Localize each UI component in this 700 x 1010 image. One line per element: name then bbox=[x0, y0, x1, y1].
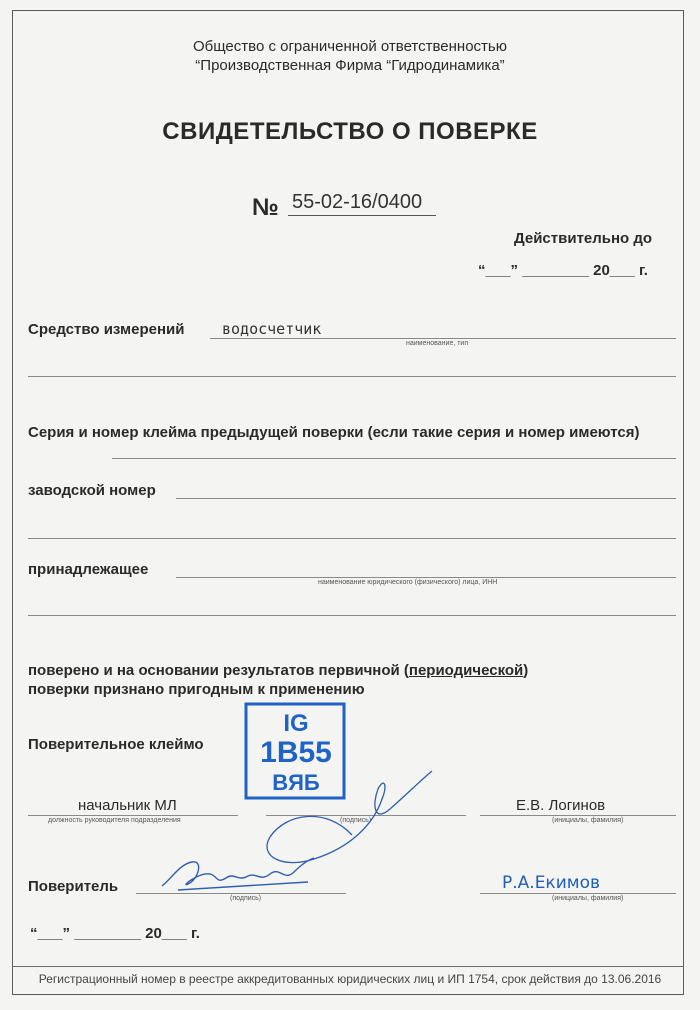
result-periodic: периодической bbox=[408, 662, 524, 679]
certificate-number: 55-02-16/0400 bbox=[292, 191, 423, 213]
blank-line bbox=[28, 538, 676, 539]
serial-label: заводской номер bbox=[28, 482, 156, 499]
verifier-name: Р.А.Екимов bbox=[502, 873, 600, 893]
previous-mark-label: Серия и номер клейма предыдущей поверки (если такие серия и номер имеются) bbox=[28, 424, 640, 441]
blank-line bbox=[28, 615, 676, 616]
verifier-name-underline bbox=[480, 893, 676, 894]
result-text-a: поверено и на основании результатов первичной ( bbox=[28, 662, 409, 679]
verifier-sign-caption: (подпись) bbox=[230, 895, 262, 902]
stamp-row-1: IG bbox=[283, 710, 309, 737]
instrument-caption: наименование, тип bbox=[406, 340, 469, 347]
footer-registration: Регистрационный номер в реестре аккредитованных юридических лиц и ИП 1754, срок действия до 13.06.2016 bbox=[38, 972, 662, 986]
head-name-underline bbox=[480, 815, 676, 816]
bottom-date-line: “___” ________ 20___ г. bbox=[30, 925, 200, 942]
head-position-underline bbox=[28, 815, 238, 816]
stamp-label: Поверительное клеймо bbox=[28, 736, 204, 753]
organization-line-1: Общество с ограниченной ответственностью bbox=[193, 38, 507, 55]
document-title: СВИДЕТЕЛЬСТВО О ПОВЕРКЕ bbox=[162, 118, 538, 145]
head-position: начальник МЛ bbox=[78, 797, 177, 814]
previous-mark-underline bbox=[112, 458, 676, 459]
verifier-signature-mark bbox=[158, 852, 318, 900]
owner-underline bbox=[176, 577, 676, 578]
verifier-label: Поверитель bbox=[28, 878, 119, 895]
stamp-row-2: 1B55 bbox=[260, 736, 332, 769]
instrument-value: водосчетчик bbox=[222, 320, 322, 338]
head-name-caption: (инициалы, фамилия) bbox=[552, 817, 624, 824]
stamp-row-3: BЯБ bbox=[272, 770, 320, 795]
footer-divider bbox=[12, 966, 684, 967]
result-text-c: ) bbox=[523, 662, 529, 679]
serial-underline bbox=[176, 498, 676, 499]
validity-date-line: “___” ________ 20___ г. bbox=[478, 262, 648, 279]
owner-label: принадлежащее bbox=[28, 561, 149, 578]
blank-line bbox=[28, 376, 676, 377]
head-position-caption: должность руководителя подразделения bbox=[48, 817, 181, 824]
number-sign: № bbox=[252, 194, 279, 221]
head-sign-caption: (подпись) bbox=[340, 817, 372, 824]
owner-caption: наименование юридического (физического) лица, ИНН bbox=[318, 579, 498, 586]
result-line-1 bbox=[28, 662, 528, 679]
verifier-name-caption: (инициалы, фамилия) bbox=[552, 895, 624, 902]
head-name: Е.В. Логинов bbox=[516, 797, 606, 814]
instrument-label: Средство измерений bbox=[28, 321, 185, 338]
organization-line-2: “Производственная Фирма “Гидродинамика” bbox=[195, 57, 505, 74]
certificate-number-underline bbox=[288, 215, 436, 216]
result-line-2: поверки признано пригодным к применению bbox=[28, 681, 365, 698]
validity-label: Действительно до bbox=[514, 230, 653, 247]
instrument-underline bbox=[210, 338, 676, 339]
